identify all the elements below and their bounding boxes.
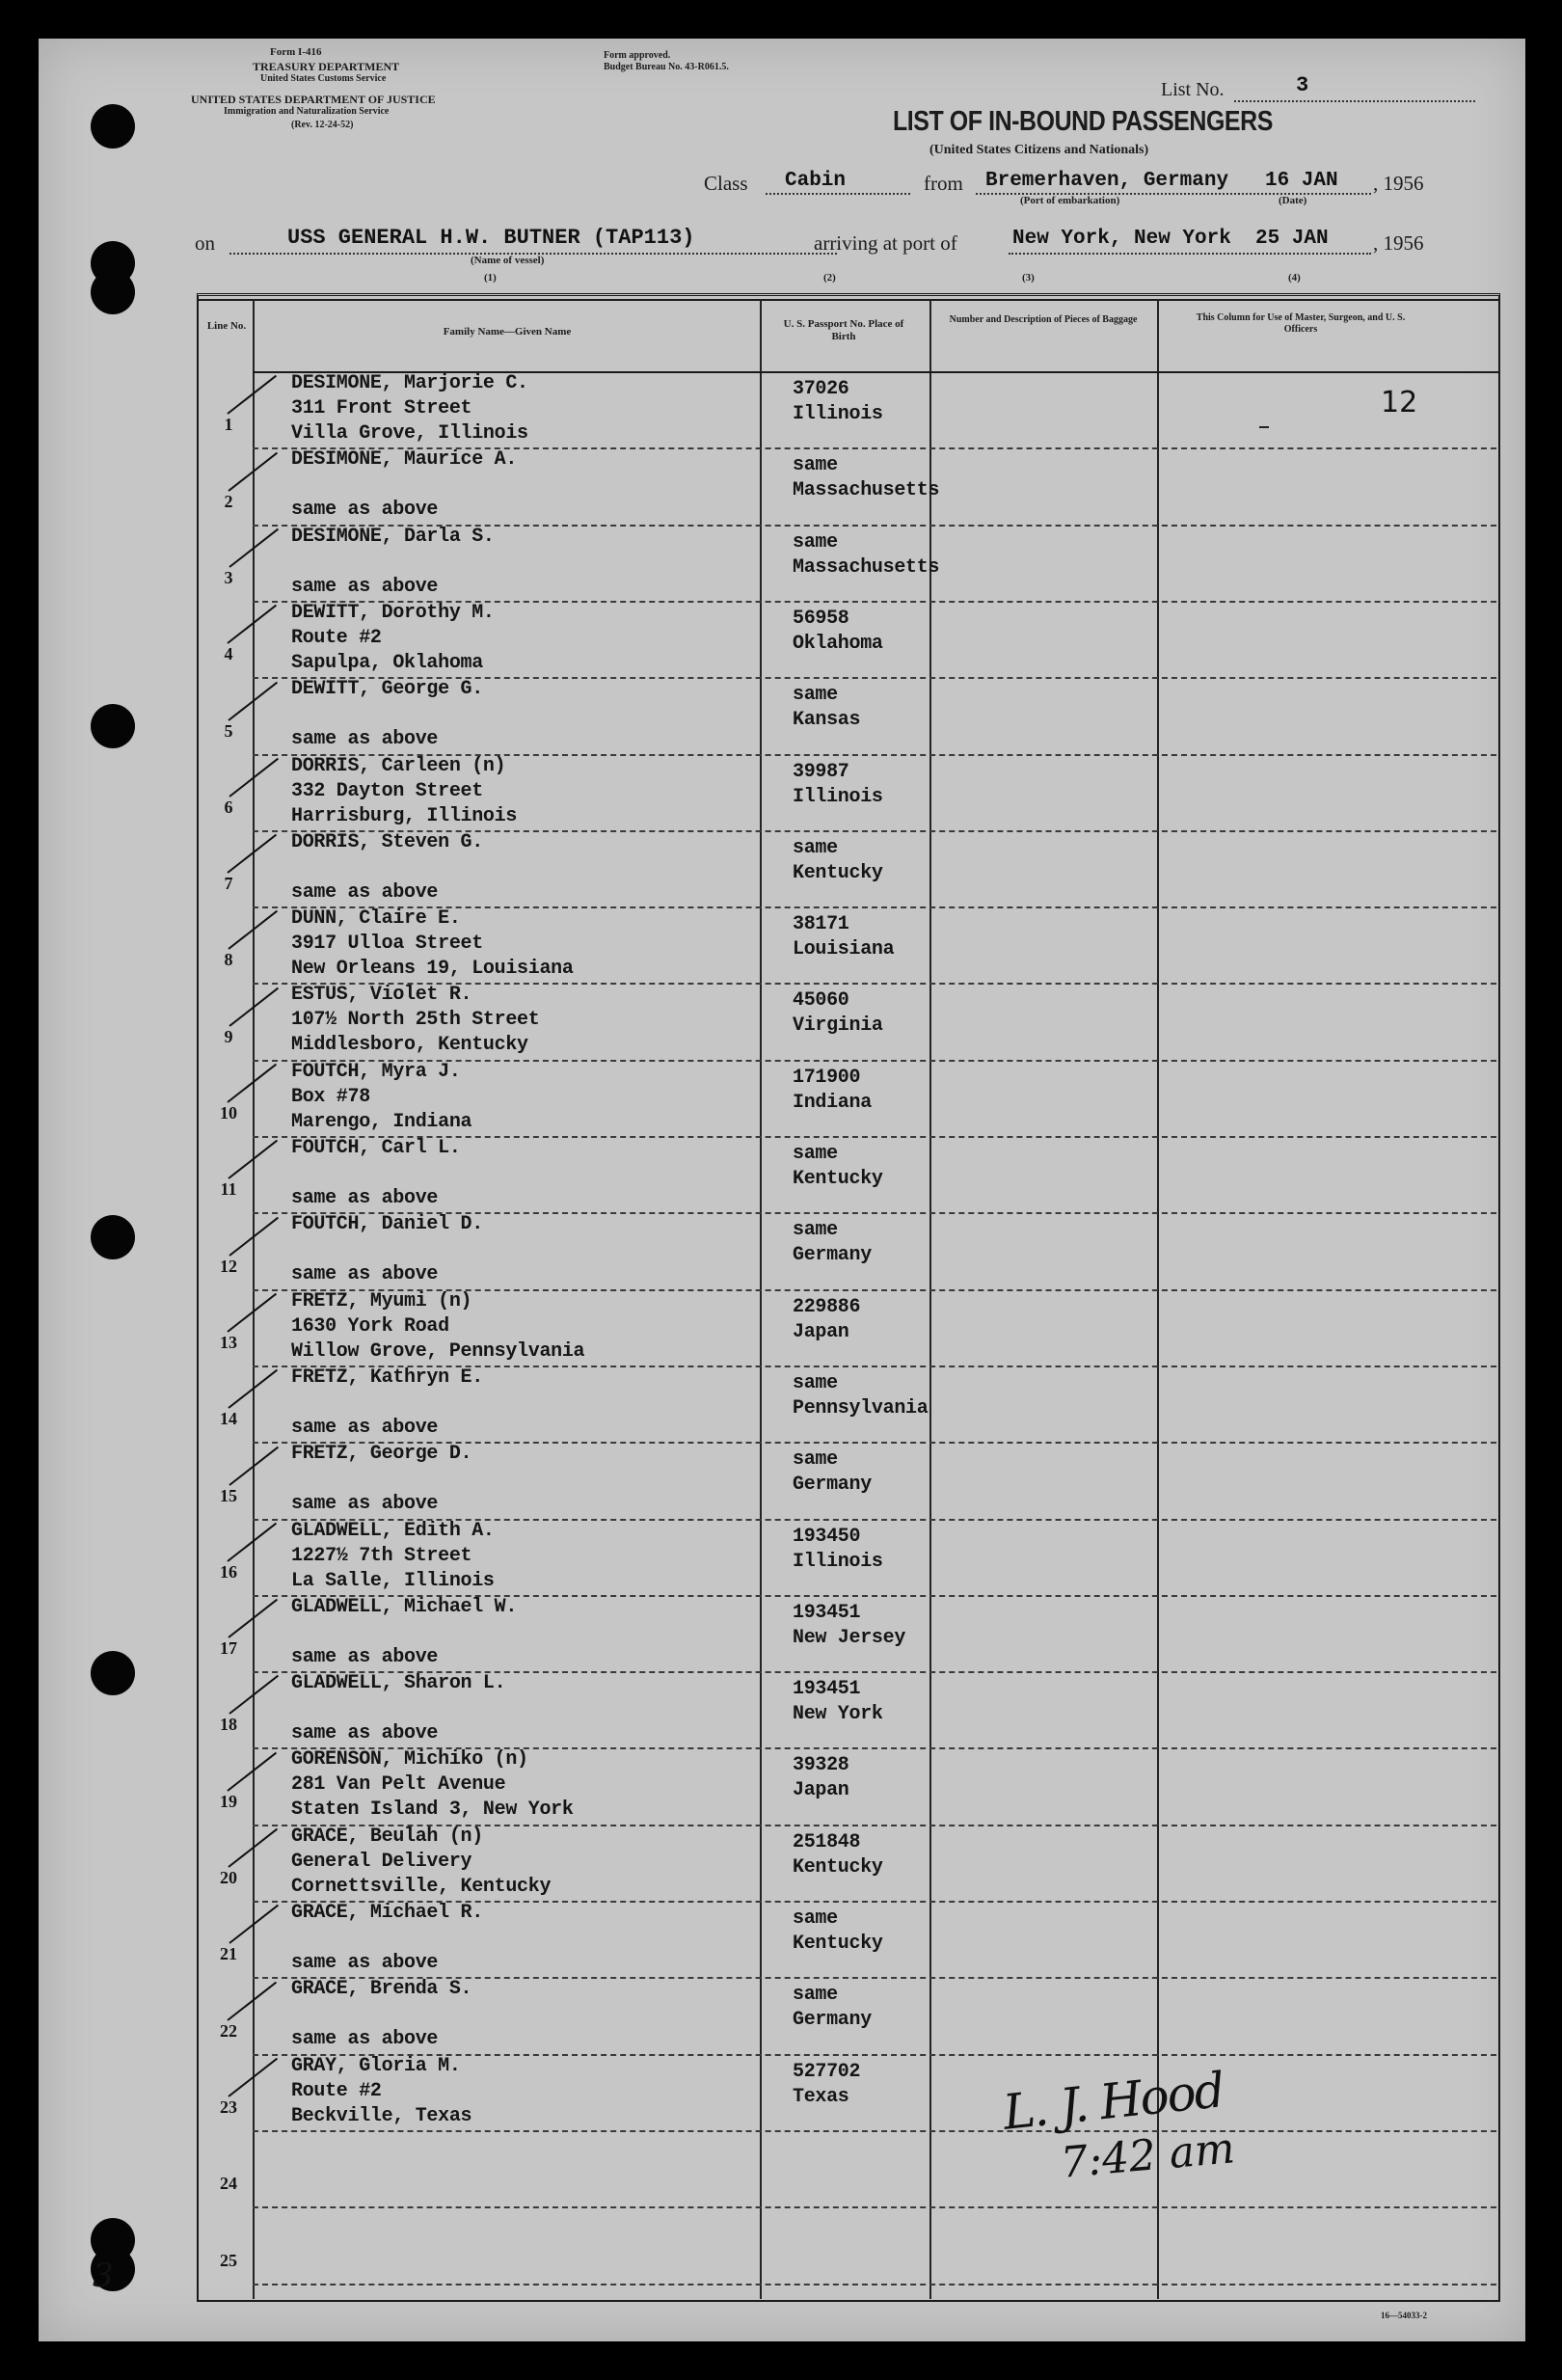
line-number: 18 <box>220 1715 237 1735</box>
line-number: 21 <box>220 1944 237 1964</box>
passport-no: 229886 <box>793 1295 861 1318</box>
passenger-addr2: same as above <box>291 1645 439 1668</box>
passenger-addr1: 311 Front Street <box>291 397 472 419</box>
passport-no: 193451 <box>793 1678 861 1701</box>
arrival-line <box>1009 253 1371 255</box>
header-baggage: Number and Description of Pieces of Baggage <box>949 314 1138 325</box>
place-of-birth: Massachusetts <box>793 555 940 579</box>
passenger-name: FOUTCH, Myra J. <box>291 1060 461 1083</box>
passenger-addr1: 1227½ 7th Street <box>291 1544 472 1567</box>
passport-no: 39328 <box>793 1754 849 1777</box>
place-of-birth: New York <box>793 1703 883 1726</box>
treasury-dept: TREASURY DEPARTMENT <box>253 60 400 73</box>
passenger-addr2: Sapulpa, Oklahoma <box>291 651 483 674</box>
line-number: 2 <box>224 491 233 511</box>
line-number: 1 <box>224 415 233 435</box>
arrival-date: 25 JAN <box>1255 228 1329 250</box>
form-number: Form I-416 <box>270 46 322 58</box>
passenger-name: DEWITT, Dorothy M. <box>291 601 495 624</box>
passenger-addr2: Harrisburg, Illinois <box>291 804 518 827</box>
passenger-addr2: La Salle, Illinois <box>291 1569 495 1592</box>
signature-time: 7:42 am <box>1059 2123 1237 2188</box>
passport-no: 193450 <box>793 1525 861 1548</box>
passenger-addr2: Cornettsville, Kentucky <box>291 1875 552 1898</box>
passenger-name: GLADWELL, Michael W. <box>291 1595 518 1618</box>
vessel-name: USS GENERAL H.W. BUTNER (TAP113) <box>287 226 695 250</box>
place-of-birth: Germany <box>793 2009 872 2032</box>
col-no-3: (3) <box>1022 272 1035 284</box>
line-number: 19 <box>220 1791 237 1811</box>
place-of-birth: Indiana <box>793 1091 872 1114</box>
place-of-birth: Pennsylvania <box>793 1396 929 1420</box>
passport-no: same <box>793 1219 838 1242</box>
passenger-addr2: New Orleans 19, Louisiana <box>291 958 574 981</box>
place-of-birth: Kentucky <box>793 1855 883 1879</box>
passenger-addr2: same as above <box>291 1416 439 1439</box>
line-number: 8 <box>224 950 233 970</box>
departure-year: , 1956 <box>1373 172 1424 195</box>
punch-hole <box>91 1215 135 1259</box>
place-of-birth: Illinois <box>793 1550 883 1573</box>
punch-hole <box>91 270 135 314</box>
passport-no: 171900 <box>793 1066 861 1089</box>
passenger-name: DESIMONE, Maurice A. <box>291 448 518 472</box>
line-number: 9 <box>224 1026 233 1046</box>
passenger-name: FRETZ, Kathryn E. <box>291 1366 483 1389</box>
vessel-note: (Name of vessel) <box>471 255 545 266</box>
col-no-1: (1) <box>484 272 497 284</box>
passenger-addr2: Marengo, Indiana <box>291 1110 472 1133</box>
customs-service: United States Customs Service <box>260 73 387 84</box>
line-number: 14 <box>220 1409 237 1429</box>
place-of-birth: Louisiana <box>793 938 895 961</box>
passport-no: same <box>793 1143 838 1165</box>
departure-date: 16 JAN <box>1265 170 1338 192</box>
passport-no: 38171 <box>793 913 849 936</box>
justice-dept: UNITED STATES DEPARTMENT OF JUSTICE <box>191 93 436 106</box>
manifest-title: LIST OF IN-BOUND PASSENGERS <box>893 106 1273 137</box>
place-of-birth: New Jersey <box>793 1626 906 1649</box>
line-number: 7 <box>224 874 233 894</box>
header-line-no: Line No. <box>206 320 247 332</box>
line-number: 16 <box>220 1561 237 1582</box>
line-number: 12 <box>220 1256 237 1276</box>
corner-mark: 3 <box>93 2257 114 2295</box>
passenger-name: DESIMONE, Marjorie C. <box>291 372 528 394</box>
passenger-addr2: same as above <box>291 1952 439 1974</box>
place-of-birth: Germany <box>793 1474 872 1497</box>
passenger-addr2: Beckville, Texas <box>291 2104 472 2127</box>
arriving-label: arriving at port of <box>814 231 957 255</box>
passport-no: same <box>793 454 838 477</box>
passenger-addr1: 3917 Ulloa Street <box>291 933 483 956</box>
passenger-addr1: Route #2 <box>291 626 382 649</box>
passenger-name: FOUTCH, Carl L. <box>291 1137 461 1159</box>
passenger-name: GORENSON, Michiko (n) <box>291 1748 528 1771</box>
passenger-addr2: same as above <box>291 1187 439 1209</box>
place-of-birth: Kentucky <box>793 1933 883 1955</box>
passenger-name: GRAY, Gloria M. <box>291 2054 461 2077</box>
arrival-year: , 1956 <box>1373 231 1424 255</box>
signature: L. J. Hood <box>1000 2062 1226 2141</box>
place-of-birth: Illinois <box>793 403 883 425</box>
place-of-birth: Virginia <box>793 1014 883 1038</box>
passport-no: same <box>793 530 838 554</box>
passenger-name: GLADWELL, Sharon L. <box>291 1672 506 1695</box>
list-no-label: List No. <box>1161 79 1225 100</box>
place-of-birth: Germany <box>793 1244 872 1267</box>
arrival-port: New York, New York <box>1012 228 1231 250</box>
passport-no: 45060 <box>793 989 849 1013</box>
place-of-birth: Kansas <box>793 709 861 732</box>
passport-no: 37026 <box>793 378 849 400</box>
line-number: 4 <box>224 644 233 664</box>
passenger-addr1: 1630 York Road <box>291 1314 449 1338</box>
punch-hole <box>91 104 135 149</box>
line-number: 3 <box>224 567 233 587</box>
list-no-value: 3 <box>1296 73 1309 97</box>
line-number: 22 <box>220 2020 237 2041</box>
punch-hole <box>91 704 135 748</box>
budget-bureau: Budget Bureau No. 43-R061.5. <box>604 62 729 72</box>
line-number: 10 <box>220 1103 237 1122</box>
passenger-addr1: Route #2 <box>291 2079 382 2102</box>
ins-service: Immigration and Naturalization Service <box>224 106 390 117</box>
passenger-addr1: Box #78 <box>291 1085 370 1108</box>
officer-mark: 12 <box>1381 386 1418 419</box>
line-number: 13 <box>220 1332 237 1352</box>
header-officers: This Column for Use of Master, Surgeon, and U. S. Officers <box>1196 312 1406 335</box>
passenger-name: GRACE, Brenda S. <box>291 1978 472 2001</box>
passport-no: same <box>793 1448 838 1472</box>
passenger-name: GRACE, Michael R. <box>291 1902 483 1924</box>
class-line <box>766 193 910 195</box>
place-of-birth: Texas <box>793 2085 849 2108</box>
passenger-name: ESTUS, Violet R. <box>291 984 472 1007</box>
class-label: Class <box>704 172 748 195</box>
line-number: 5 <box>224 720 233 741</box>
passenger-addr2: same as above <box>291 1722 439 1745</box>
port-note: (Port of embarkation) <box>1020 195 1120 206</box>
place-of-birth: Oklahoma <box>793 632 883 655</box>
manifest-page <box>39 39 1525 2341</box>
col-no-2: (2) <box>823 272 836 284</box>
passenger-name: DUNN, Claire E. <box>291 907 461 931</box>
passenger-name: DORRIS, Steven G. <box>291 830 483 853</box>
from-value: Bremerhaven, Germany <box>985 170 1229 192</box>
line-number: 17 <box>220 1638 237 1659</box>
passport-no: same <box>793 1371 838 1394</box>
passenger-addr2: Villa Grove, Illinois <box>291 422 528 445</box>
line-number: 20 <box>220 1868 237 1887</box>
place-of-birth: Illinois <box>793 785 883 808</box>
passenger-addr2: same as above <box>291 2028 439 2051</box>
passenger-name: DESIMONE, Darla S. <box>291 525 495 548</box>
passenger-addr1: 107½ North 25th Street <box>291 1009 540 1032</box>
passenger-addr2: same as above <box>291 728 439 751</box>
passport-no: 251848 <box>793 1830 861 1853</box>
passenger-addr1: 332 Dayton Street <box>291 779 483 802</box>
passport-no: 39987 <box>793 760 849 783</box>
form-approved: Form approved. <box>604 50 671 61</box>
passenger-addr2: same as above <box>291 880 439 904</box>
print-code: 16—54033-2 <box>1381 2311 1427 2320</box>
passport-no: 56958 <box>793 607 849 630</box>
punch-hole <box>91 1651 135 1695</box>
col-no-4: (4) <box>1288 272 1301 284</box>
passenger-addr2: same as above <box>291 499 439 522</box>
passport-no: same <box>793 1907 838 1930</box>
passport-no: 193451 <box>793 1601 861 1624</box>
place-of-birth: Massachusetts <box>793 479 940 502</box>
line-number: 24 <box>220 2174 237 2194</box>
from-label: from <box>924 172 963 195</box>
passenger-name: FOUTCH, Daniel D. <box>291 1213 483 1236</box>
passenger-addr2: same as above <box>291 1493 439 1516</box>
line-number: 25 <box>220 2250 237 2270</box>
class-value: Cabin <box>785 170 847 192</box>
passenger-name: FRETZ, Myumi (n) <box>291 1289 472 1312</box>
passenger-name: GRACE, Beulah (n) <box>291 1825 483 1848</box>
passport-no: same <box>793 684 838 707</box>
header-passport: U. S. Passport No. Place of Birth <box>783 318 904 342</box>
passenger-addr2: Willow Grove, Pennsylvania <box>291 1339 585 1363</box>
line-number: 23 <box>220 2096 237 2117</box>
line-number: 15 <box>220 1485 237 1505</box>
manifest-subtitle: (United States Citizens and Nationals) <box>929 143 1149 157</box>
line-number: 11 <box>220 1179 237 1200</box>
passenger-addr1: General Delivery <box>291 1850 472 1873</box>
passenger-addr2: same as above <box>291 1263 439 1286</box>
passenger-name: GLADWELL, Edith A. <box>291 1519 495 1542</box>
passenger-name: FRETZ, George D. <box>291 1443 472 1466</box>
date-note: (Date) <box>1279 195 1307 206</box>
passenger-addr2: Staten Island 3, New York <box>291 1799 574 1822</box>
passport-no: 527702 <box>793 2060 861 2083</box>
on-label: on <box>195 231 215 255</box>
place-of-birth: Kentucky <box>793 861 883 884</box>
line-number: 6 <box>224 797 233 817</box>
form-revision: (Rev. 12-24-52) <box>291 120 354 130</box>
passenger-addr2: Middlesboro, Kentucky <box>291 1034 528 1057</box>
passenger-name: DORRIS, Carleen (n) <box>291 754 506 777</box>
place-of-birth: Kentucky <box>793 1168 883 1190</box>
passenger-addr1: 281 Van Pelt Avenue <box>291 1773 506 1797</box>
passenger-addr2: same as above <box>291 575 439 598</box>
place-of-birth: Japan <box>793 1320 849 1343</box>
passport-no: same <box>793 1984 838 2007</box>
passport-no: same <box>793 836 838 859</box>
header-name: Family Name—Given Name <box>443 326 572 338</box>
place-of-birth: Japan <box>793 1779 849 1802</box>
passenger-name: DEWITT, George G. <box>291 678 483 701</box>
list-no-line <box>1234 100 1475 102</box>
